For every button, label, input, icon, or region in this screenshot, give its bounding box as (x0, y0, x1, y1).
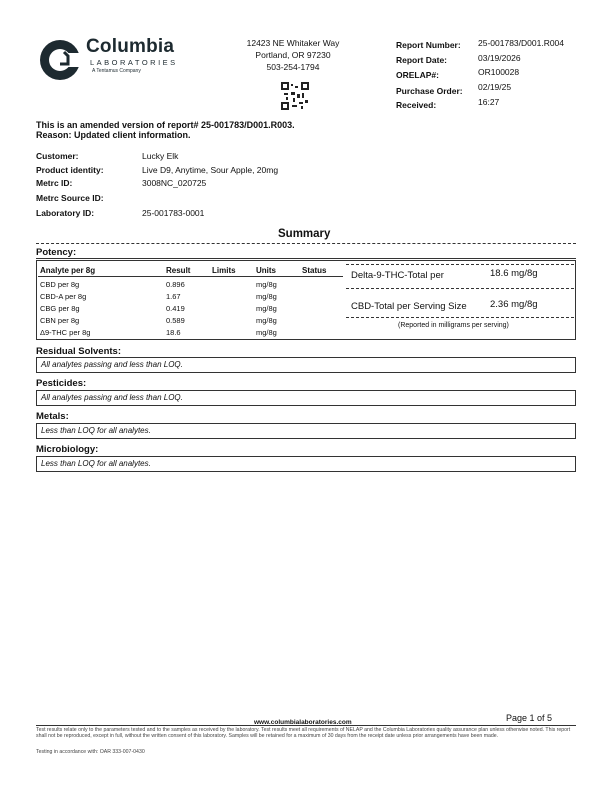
pesticides-result (36, 390, 576, 406)
residual-solvents-result (36, 357, 576, 373)
delta9-thc-total-value: 18.6 mg/8g (490, 268, 538, 279)
logo-tagline: A Tentamus Company (92, 68, 141, 74)
potency-row-result: 0.589 (166, 316, 185, 325)
delta9-thc-total-label: Delta-9-THC-Total per (351, 270, 444, 281)
address-street: 12423 NE Whitaker Way (246, 38, 340, 48)
report-date-label: Report Date: (396, 55, 448, 65)
received-label: Received: (396, 100, 437, 110)
purchase-order-label: Purchase Order: (396, 86, 463, 96)
laboratory-id-label: Laboratory ID: (36, 208, 95, 218)
laboratory-id-value: 25-001783-0001 (142, 208, 205, 218)
potency-summary-rule (346, 264, 574, 265)
metrc-id-value: 3008NC_020725 (142, 178, 207, 188)
potency-row-units: mg/8g (256, 280, 277, 289)
orelap-value: OR100028 (478, 67, 520, 77)
logo-subtitle: LABORATORIES (90, 58, 178, 67)
potency-row-result: 0.896 (166, 280, 185, 289)
page-number: Page 1 of 5 (506, 713, 553, 723)
address-phone: 503-254-1794 (266, 62, 320, 72)
residual-solvents-title: Residual Solvents: (36, 346, 121, 357)
potency-top-rule (36, 258, 576, 259)
summary-title: Summary (278, 228, 331, 240)
metrc-source-id-label: Metrc Source ID: (36, 193, 104, 203)
product-identity-value: Live D9, Anytime, Sour Apple, 20mg (142, 165, 279, 175)
columbia-logo-icon (38, 38, 82, 82)
footer-disclaimer: Test results relate only to the parameters tested and to the samples as received by the laboratory. Test results meet all requirements of NELAP and the Columbia Laboratories quality assurance plan unless otherwise noted. This report shall not be reproduced, except in full, without the written consent of this laboratory. Samples will be retained for a maximum of 30 days from the receipt date unless prior arrangements have been made. (36, 727, 571, 739)
purchase-order-value: 02/19/25 (478, 82, 512, 92)
microbiology-title: Microbiology: (36, 444, 99, 455)
potency-row-units: mg/8g (256, 292, 277, 301)
metals-text: Less than LOQ for all analytes. (41, 426, 151, 435)
customer-value: Lucky Elk (142, 151, 179, 161)
potency-row-analyte: CBD-A per 8g (40, 292, 87, 301)
potency-header-rule (38, 276, 343, 277)
potency-row-result: 18.6 (166, 328, 181, 337)
potency-header-result: Result (166, 266, 191, 275)
microbiology-result (36, 456, 576, 472)
potency-summary-rule (346, 317, 574, 318)
summary-divider (36, 243, 576, 244)
received-value: 16:27 (478, 97, 500, 107)
pesticides-text: All analytes passing and less than LOQ. (41, 393, 183, 402)
potency-header-status: Status (302, 266, 327, 275)
product-identity-label: Product identity: (36, 165, 104, 175)
potency-row-units: mg/8g (256, 328, 277, 337)
potency-row-units: mg/8g (256, 304, 277, 313)
metrc-id-label: Metrc ID: (36, 178, 73, 188)
potency-row-units: mg/8g (256, 316, 277, 325)
amendment-reason: Reason: Updated client information. (36, 130, 191, 140)
website-link[interactable]: www.columbialaboratories.com (254, 719, 352, 726)
cbd-total-value: 2.36 mg/8g (490, 299, 538, 310)
amendment-line: This is an amended version of report# 25-001783/D001.R003. (36, 120, 295, 130)
cbd-total-label: CBD-Total per Serving Size (351, 301, 467, 312)
logo-name: Columbia (86, 36, 175, 57)
potency-row-analyte: Δ9-THC per 8g (40, 328, 91, 337)
potency-row-analyte: CBG per 8g (40, 304, 80, 313)
metals-result (36, 423, 576, 439)
potency-row-result: 1.67 (166, 292, 181, 301)
address-city: Portland, OR 97230 (255, 50, 331, 60)
microbiology-text: Less than LOQ for all analytes. (41, 459, 151, 468)
customer-label: Customer: (36, 151, 79, 161)
orelap-label: ORELAP#: (396, 70, 439, 80)
potency-header-units: Units (256, 266, 276, 275)
potency-header-analyte: Analyte per 8g (40, 266, 96, 275)
report-number-value: 25-001783/D001.R004 (478, 38, 565, 48)
potency-note: (Reported in milligrams per serving) (398, 322, 509, 329)
potency-row-analyte: CBD per 8g (40, 280, 80, 289)
potency-title: Potency: (36, 247, 77, 258)
potency-header-limits: Limits (212, 266, 236, 275)
residual-solvents-text: All analytes passing and less than LOQ. (41, 360, 183, 369)
qr-code-icon (281, 82, 309, 110)
pesticides-title: Pesticides: (36, 378, 87, 389)
report-number-label: Report Number: (396, 40, 461, 50)
report-date-value: 03/19/2026 (478, 53, 521, 63)
potency-row-analyte: CBN per 8g (40, 316, 80, 325)
potency-summary-rule (346, 288, 574, 289)
potency-row-result: 0.419 (166, 304, 185, 313)
metals-title: Metals: (36, 411, 69, 422)
footer-rule (36, 725, 576, 726)
footer-testing-standard: Testing in accordance with: OAR 333-007-0430 (36, 749, 145, 755)
